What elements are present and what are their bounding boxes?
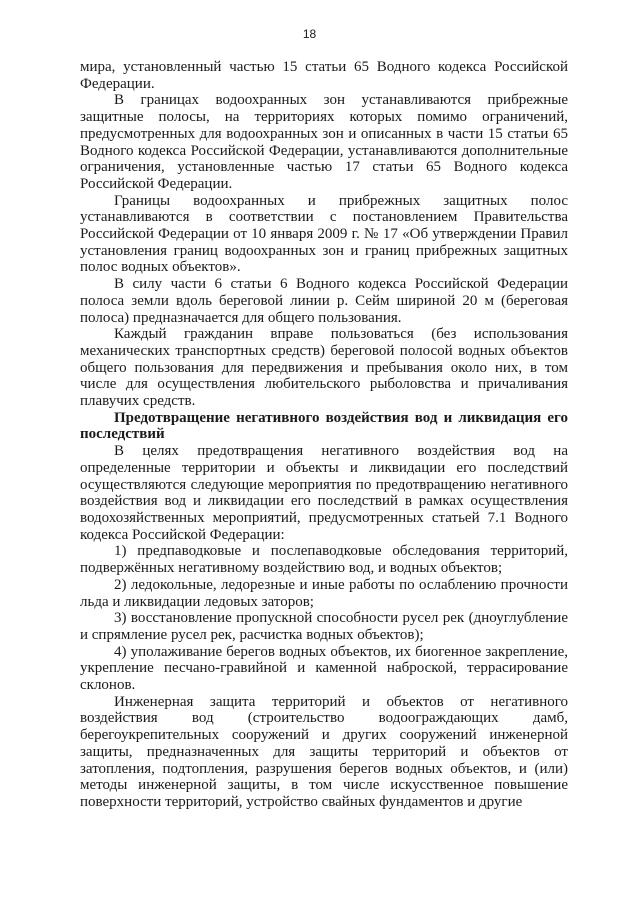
paragraph: В границах водоохранных зон устанавливаются прибрежные защитные полосы, на территориях которых помимо ограничений, предусмотренных для водоохранных зон и описанных в части 15 статьи 65 Водного кодекса Российской Федерации, устанавливаются дополнительные ограничения, установленные частью 17 статьи 65 Водного кодекса Российской Федерации. (80, 92, 568, 192)
document-body (80, 59, 568, 811)
page-number: 18 (302, 27, 317, 41)
list-item: 4) уполаживание берегов водных объектов, их биогенное закрепление, укрепление песчано-гравийной и каменной наброской, террасирование склонов. (80, 643, 568, 694)
paragraph: Инженерная защита территорий и объектов от негативного воздействия вод (строительство водоограждающих дамб, берегоукрепительных сооружений и других сооружений инженерной защиты, предназначенных для защиты территорий и объектов от затопления, подтопления, разрушения берегов водных объектов, и (или) методы инженерной защиты, в том числе искусственное повышение поверхности территорий, устройство свайных фундаментов и другие (80, 693, 568, 810)
paragraph: мира, установленный частью 15 статьи 65 Водного кодекса Российской Федерации. (80, 59, 568, 92)
list-item: 2) ледокольные, ледорезные и иные работы по ослаблению прочности льда и ликвидации ледовых заторов; (80, 576, 568, 610)
list-item: 3) восстановление пропускной способности русел рек (дноуглубление и спрямление русел рек, расчистка водных объектов); (80, 610, 568, 643)
paragraph: В силу части 6 статьи 6 Водного кодекса Российской Федерации полоса земли вдоль береговой линии р. Сейм шириной 20 м (береговая полоса) предназначается для общего пользования. (80, 276, 568, 326)
paragraph: Границы водоохранных и прибрежных защитных полос устанавливаются в соответствии с постановлением Правительства Российской Федерации от 10 января 2009 г. № 17 «Об утверждении Правил установления границ водоохранных зон и границ прибрежных защитных полос водных объектов». (80, 192, 568, 276)
list-item: 1) предпаводковые и послепаводковые обследования территорий, подвержённых негативному воздействию вод, и водных объектов; (80, 543, 568, 577)
section-heading: Предотвращение негативного воздействия вод и ликвидация его последствий (80, 409, 568, 443)
paragraph: В целях предотвращения негативного воздействия вод на определенные территории и объекты и ликвидации его последствий осуществляются следующие мероприятия по предотвращению негативного воздействия вод и ликвидации его последствий в рамках осуществления водохозяйственных мероприятий, предусмотренных статьей 7.1 Водного кодекса Российской Федерации: (80, 443, 568, 543)
paragraph: Каждый гражданин вправе пользоваться (без использования механических транспортных средств) береговой полосой водных объектов общего пользования для передвижения и пребывания около них, в том числе для осуществления любительского рыболовства и причаливания плавучих средств. (80, 326, 568, 410)
